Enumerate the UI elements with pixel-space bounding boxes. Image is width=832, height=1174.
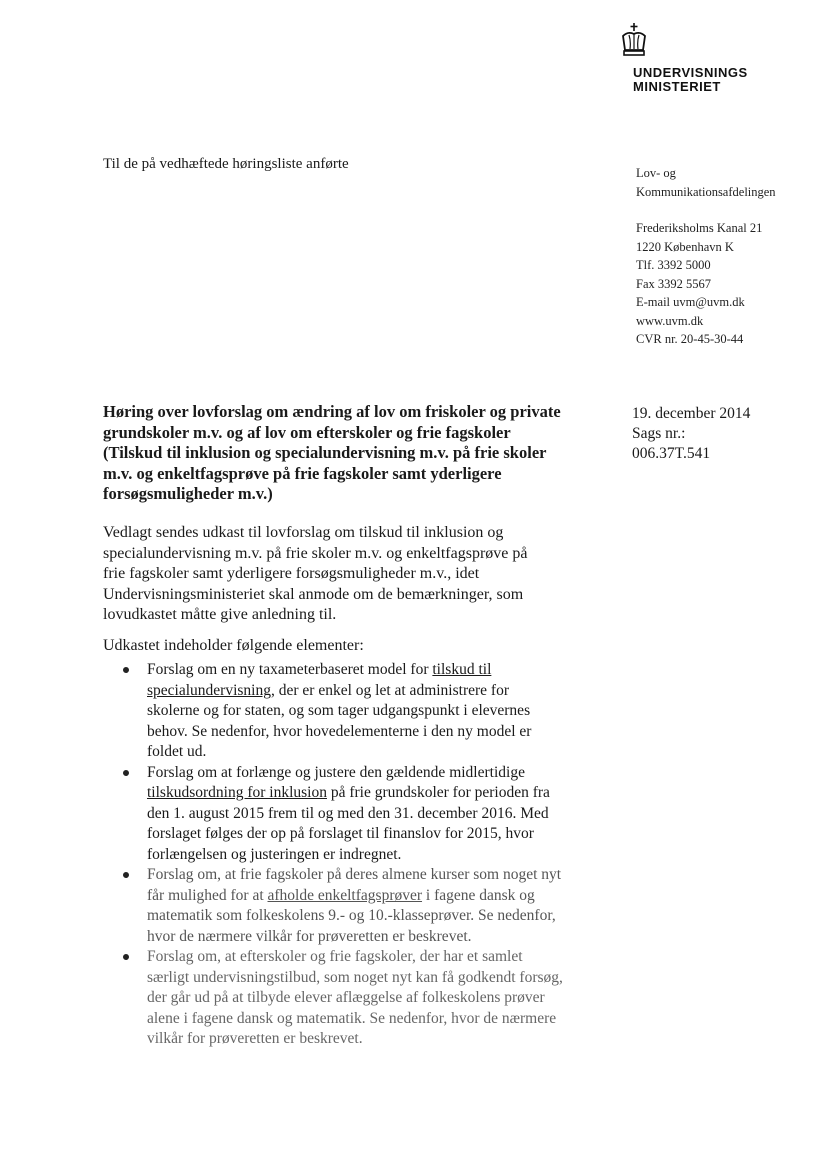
bullet-icon (123, 872, 129, 878)
department-line1: Lov- og (636, 166, 676, 180)
list-item: Forslag om at forlænge og justere den gældende midlertidige tilskudsordning for inklusion på frie grundskoler for perioden fra den 1. august 2015 frem til og med den 31. december 2016. Med forslaget følges der op på forslaget til finanslov for 2015, hvor forlængelsen og justeringen er indregnet. (103, 763, 563, 866)
fax: Fax 3392 5567 (636, 276, 711, 291)
ministry-name-line2: MINISTERIET (633, 79, 721, 94)
ministry-name-line1: UNDERVISNINGS (633, 65, 748, 80)
content-heading: Udkastet indeholder følgende elementer: (103, 637, 364, 654)
letter-heading: Høring over lovforslag om ændring af lov om friskoler og private grundskoler m.v. og af lov om efterskoler og frie fagskoler (Tilskud til inklusion og specialundervisning m.v. på frie skoler m.v. og enkeltfagsprøve på frie fagskoler samt yderligere forsøgsmuligheder m.v.) (103, 402, 561, 503)
crown-icon (620, 22, 648, 60)
case-number: 006.37T.541 (632, 445, 711, 462)
date-block (632, 404, 750, 464)
ministry-logo (606, 22, 796, 102)
letter-date: 19. december 2014 (632, 405, 751, 422)
case-label: Sags nr.: (632, 425, 686, 442)
recipient-line: Til de på vedhæftede høringsliste anførte (103, 156, 349, 172)
website: www.uvm.dk (636, 313, 704, 328)
sender-info (636, 164, 776, 349)
postal-code: 1220 København K (636, 239, 734, 254)
department-line2: Kommunikationsafdelingen (636, 184, 776, 199)
bullet-icon (123, 770, 129, 776)
list-item: Forslag om, at efterskoler og frie fagskoler, der har et samlet særligt undervisningstilbud, som noget nyt kan få godkendt forsøg, der går ud på at tilbyde elever aflæggelse af folkeskolens prøver alene i fagene dansk og matematik. Se nedenfor, hvor de nærmere vilkår for prøveretten er beskrevet. (103, 947, 563, 1050)
address: Frederiksholms Kanal 21 (636, 221, 763, 235)
elements-list (103, 660, 563, 1050)
list-item: Forslag om, at frie fagskoler på deres almene kurser som noget nyt får mulighed for at afholde enkeltfagsprøver i fagene dansk og matematik som folkeskolens 9.- og 10.-klasseprøver. Se nedenfor, hvor de nærmere vilkår for prøveretten er beskrevet. (103, 865, 563, 947)
bullet-icon (123, 954, 129, 960)
list-item: Forslag om en ny taxameterbaseret model for tilskud til specialundervisning, der er enkel og let at administrere for skolerne og for staten, og som tager udgangspunkt i elevernes behov. Se nedenfor, hvor hovedelementerne i den ny model er foldet ud. (103, 660, 563, 763)
bullet-icon (123, 667, 129, 673)
underlined-term: tilskud til specialundervisning (147, 661, 492, 699)
ministry-name (633, 66, 748, 94)
phone: Tlf. 3392 5000 (636, 258, 711, 272)
intro-paragraph: Vedlagt sendes udkast til lovforslag om tilskud til inklusion og specialundervisning m.v. på frie skoler m.v. og enkeltfagsprøve på frie fagskoler samt yderligere forsøgsmuligheder m.v., idet Undervisningsministeriet skal anmode om de bemærkninger, som lovudkastet måtte give anledning til. (103, 524, 528, 623)
underlined-term: tilskudsordning for inklusion (147, 784, 327, 801)
email: E-mail uvm@uvm.dk (636, 295, 745, 309)
underlined-term: afholde enkeltfagsprøver (267, 886, 423, 904)
cvr-number: CVR nr. 20-45-30-44 (636, 332, 744, 346)
